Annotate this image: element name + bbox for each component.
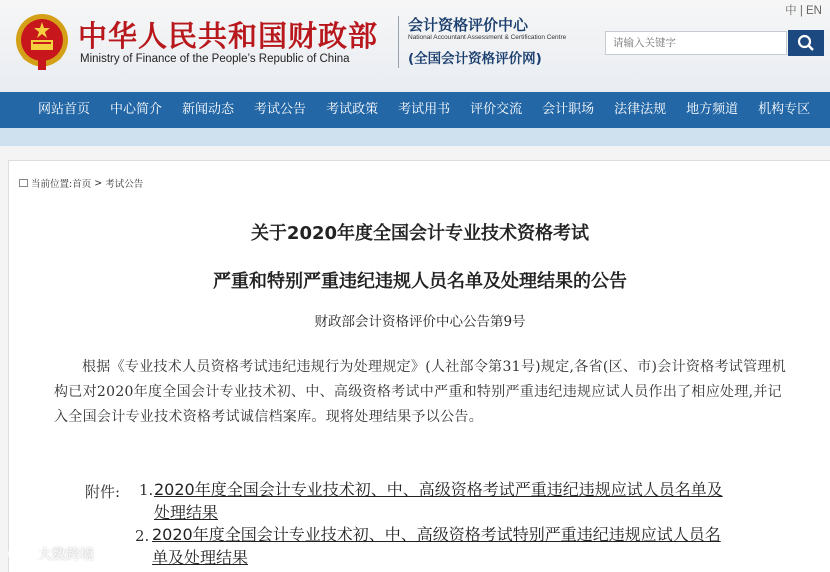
language-switcher	[785, 2, 822, 18]
nav-item-career[interactable]: 会计职场	[542, 102, 595, 117]
attachments-label: 附件:	[85, 483, 121, 501]
watermark-logo-icon	[8, 545, 34, 563]
breadcrumb-home[interactable]: 首页	[72, 179, 92, 190]
article-title-line2: 严重和特别严重违纪违规人员名单及处理结果的公告	[213, 271, 627, 292]
watermark-text: 大数跨境	[38, 547, 94, 563]
nav-item-exam-notice[interactable]: 考试公告	[254, 102, 307, 117]
nav-item-about[interactable]: 中心简介	[110, 102, 163, 117]
nav-item-exam-books[interactable]: 考试用书	[398, 102, 451, 117]
center-subtitle: (全国会计资格评价网)	[408, 51, 542, 67]
ministry-name-cn: 中华人民共和国财政部	[78, 19, 379, 53]
breadcrumb	[19, 176, 143, 190]
watermark	[8, 544, 94, 564]
attachment-2-link-line1[interactable]: 2020年度全国会计专业技术初、中、高级资格考试特别严重违纪违规应试人员名	[152, 525, 721, 544]
article-title-line1: 关于2020年度全国会计专业技术资格考试	[250, 223, 590, 244]
lang-en-link[interactable]: EN	[806, 5, 822, 17]
national-emblem-icon	[14, 12, 70, 72]
nav-item-exam-policy[interactable]: 考试政策	[326, 102, 379, 117]
nav-item-exchange[interactable]: 评价交流	[470, 102, 523, 117]
ministry-name-en: Ministry of Finance of the People’s Republic of China	[80, 53, 350, 65]
center-name-en: National Accountant Assessment & Certification Centre	[408, 34, 567, 41]
nav-item-institutions[interactable]: 机构专区	[758, 102, 811, 117]
nav-item-local[interactable]: 地方频道	[686, 102, 739, 117]
search-input[interactable]	[605, 31, 787, 55]
main-nav	[0, 92, 830, 128]
nav-item-news[interactable]: 新闻动态	[182, 102, 235, 117]
attachment-1-link-line1[interactable]: 2020年度全国会计专业技术初、中、高级资格考试严重违纪违规应试人员名单及	[154, 480, 723, 499]
article-panel	[8, 160, 830, 572]
header-divider	[398, 16, 399, 68]
attachment-2-link-line2[interactable]: 单及处理结果	[152, 548, 249, 567]
notice-number: 财政部会计资格评价中心公告第9号	[314, 314, 526, 330]
lang-cn-link[interactable]: 中	[785, 5, 797, 17]
location-icon	[19, 179, 28, 187]
breadcrumb-separator: >	[94, 177, 103, 189]
nav-item-home[interactable]: 网站首页	[38, 102, 91, 117]
nav-item-laws[interactable]: 法律法规	[614, 102, 667, 117]
search-button[interactable]	[788, 30, 824, 56]
article-body: 根据《专业技术人员资格考试违纪违规行为处理规定》(人社部令第31号)规定,各省(区、市)会计资格考试管理机构已对2020年度全国会计专业技术初、中、高级资格考试中严重和特别严重违纪违规应试人员作出了相应处理,并记入全国会计专业技术资格考试诚信档案库。现将处理结果予以公告。	[54, 359, 787, 425]
center-name-cn: 会计资格评价中心	[408, 16, 529, 34]
lang-separator: |	[799, 5, 803, 17]
site-header	[0, 0, 830, 92]
attachment-1-number: 1.	[139, 481, 154, 499]
nav-band	[0, 128, 830, 146]
attachment-2-number: 2.	[135, 527, 150, 545]
breadcrumb-label: 当前位置:	[31, 179, 73, 190]
attachment-1-link-line2[interactable]: 处理结果	[154, 503, 219, 522]
search-icon	[797, 34, 815, 52]
breadcrumb-current[interactable]: 考试公告	[105, 179, 144, 190]
